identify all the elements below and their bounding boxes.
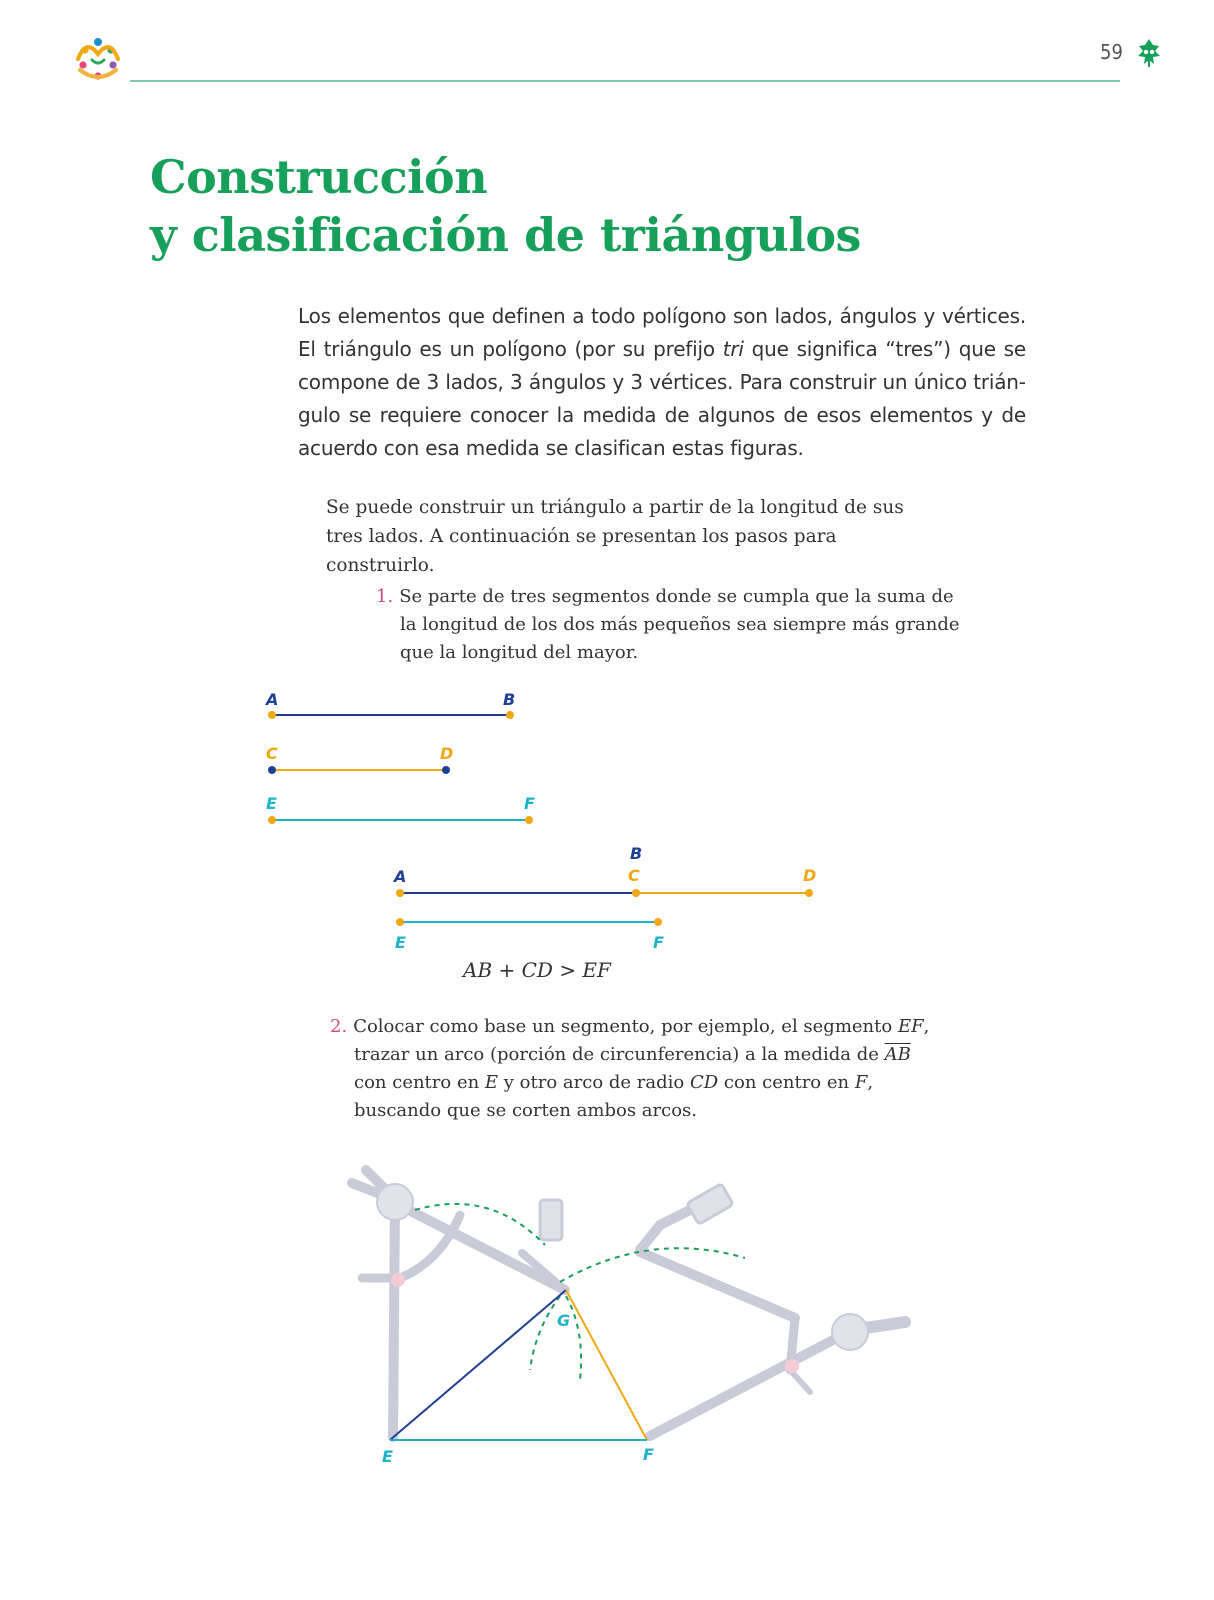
combined-point-bc [632, 889, 640, 897]
construction-figure [352, 1170, 905, 1466]
title-line-2: y clasificación de triángulos [150, 208, 861, 262]
step-2-text-3: con centro en [354, 1072, 485, 1093]
intro-text-1: Los elementos que definen a todo polígono son lados, ángulos y vértices. El triángulo es un polígono (por su prefijo [298, 304, 1026, 361]
intro-tri: tri [722, 337, 744, 361]
step-2-text-4: y otro arco de radio [498, 1072, 690, 1093]
step-2-number: 2. [330, 1016, 348, 1037]
combined-label-f: F [653, 933, 664, 952]
combined-label-a: A [394, 867, 407, 886]
combined-point-d [805, 889, 813, 897]
inequality-label: AB + CD > EF [463, 958, 611, 982]
step-2-cd: CD [689, 1072, 719, 1093]
point-d [442, 766, 450, 774]
combined-point-e [396, 918, 404, 926]
point-b [506, 711, 514, 719]
step-2-f: F [854, 1072, 868, 1093]
right-compass-joint [785, 1359, 799, 1373]
side-eg [390, 1290, 566, 1440]
construction-label-f: F [643, 1445, 654, 1464]
combined-point-f [654, 918, 662, 926]
label-a: A [266, 690, 279, 709]
step-2-ab: $\overline{AB}$ [884, 1044, 911, 1065]
page-number: 59 [1100, 40, 1123, 64]
combined-label-c: C [628, 866, 640, 885]
arc-center-f-lower [566, 1296, 581, 1380]
label-d: D [440, 744, 454, 763]
point-a [268, 711, 276, 719]
right-compass [640, 1184, 905, 1436]
step-2-text-6: , buscando que se corten ambos arcos. [354, 1072, 874, 1121]
step-2-ef: EF [897, 1016, 924, 1037]
label-e: E [266, 794, 277, 813]
step-2 [330, 1013, 934, 1125]
left-compass-joint [391, 1273, 405, 1287]
point-e [268, 816, 276, 824]
combined-point-a [396, 889, 404, 897]
intro-text-2: que significa “tres”) que se compone de 3 lados, 3 ángulos y 3 vértices. Para construir un único triángulo se requiere conocer la medida de algunos de esos elementos y de acuerdo con esa medida se clasifican estas figuras. [298, 337, 1026, 460]
construction-label-e: E [382, 1447, 393, 1466]
label-b: B [503, 690, 516, 709]
step-1-number: 1. [376, 586, 394, 607]
step-2-e: E [484, 1072, 499, 1093]
lead-paragraph: Se puede construir un triángulo a partir de la longitud de sus tres lados. A continuación se presentan los pasos para construirlo. [326, 497, 904, 576]
title-line-1: Construcción [150, 150, 488, 204]
left-compass-hinge [377, 1184, 413, 1220]
construction-label-g: G [557, 1311, 571, 1330]
right-compass-hinge [832, 1314, 868, 1350]
step-2-text-1: Colocar como base un segmento, por ejemplo, el segmento [353, 1016, 898, 1037]
label-f: F [524, 794, 535, 813]
step-2-text-5: con centro en [718, 1072, 855, 1093]
step-1-text: Se parte de tres segmentos donde se cumpla que la suma de la longitud de los dos más pequeños sea siempre más grande que la longitud del mayor. [399, 586, 960, 663]
step-2-text-2: , trazar un arco (porción de circunferencia) a la medida de [354, 1016, 930, 1065]
point-f [525, 816, 533, 824]
label-c: C [266, 744, 278, 763]
combined-label-e: E [395, 933, 406, 952]
point-c [268, 766, 276, 774]
side-gf [566, 1290, 647, 1440]
combined-label-d: D [803, 866, 817, 885]
combined-label-b: B [630, 844, 643, 863]
